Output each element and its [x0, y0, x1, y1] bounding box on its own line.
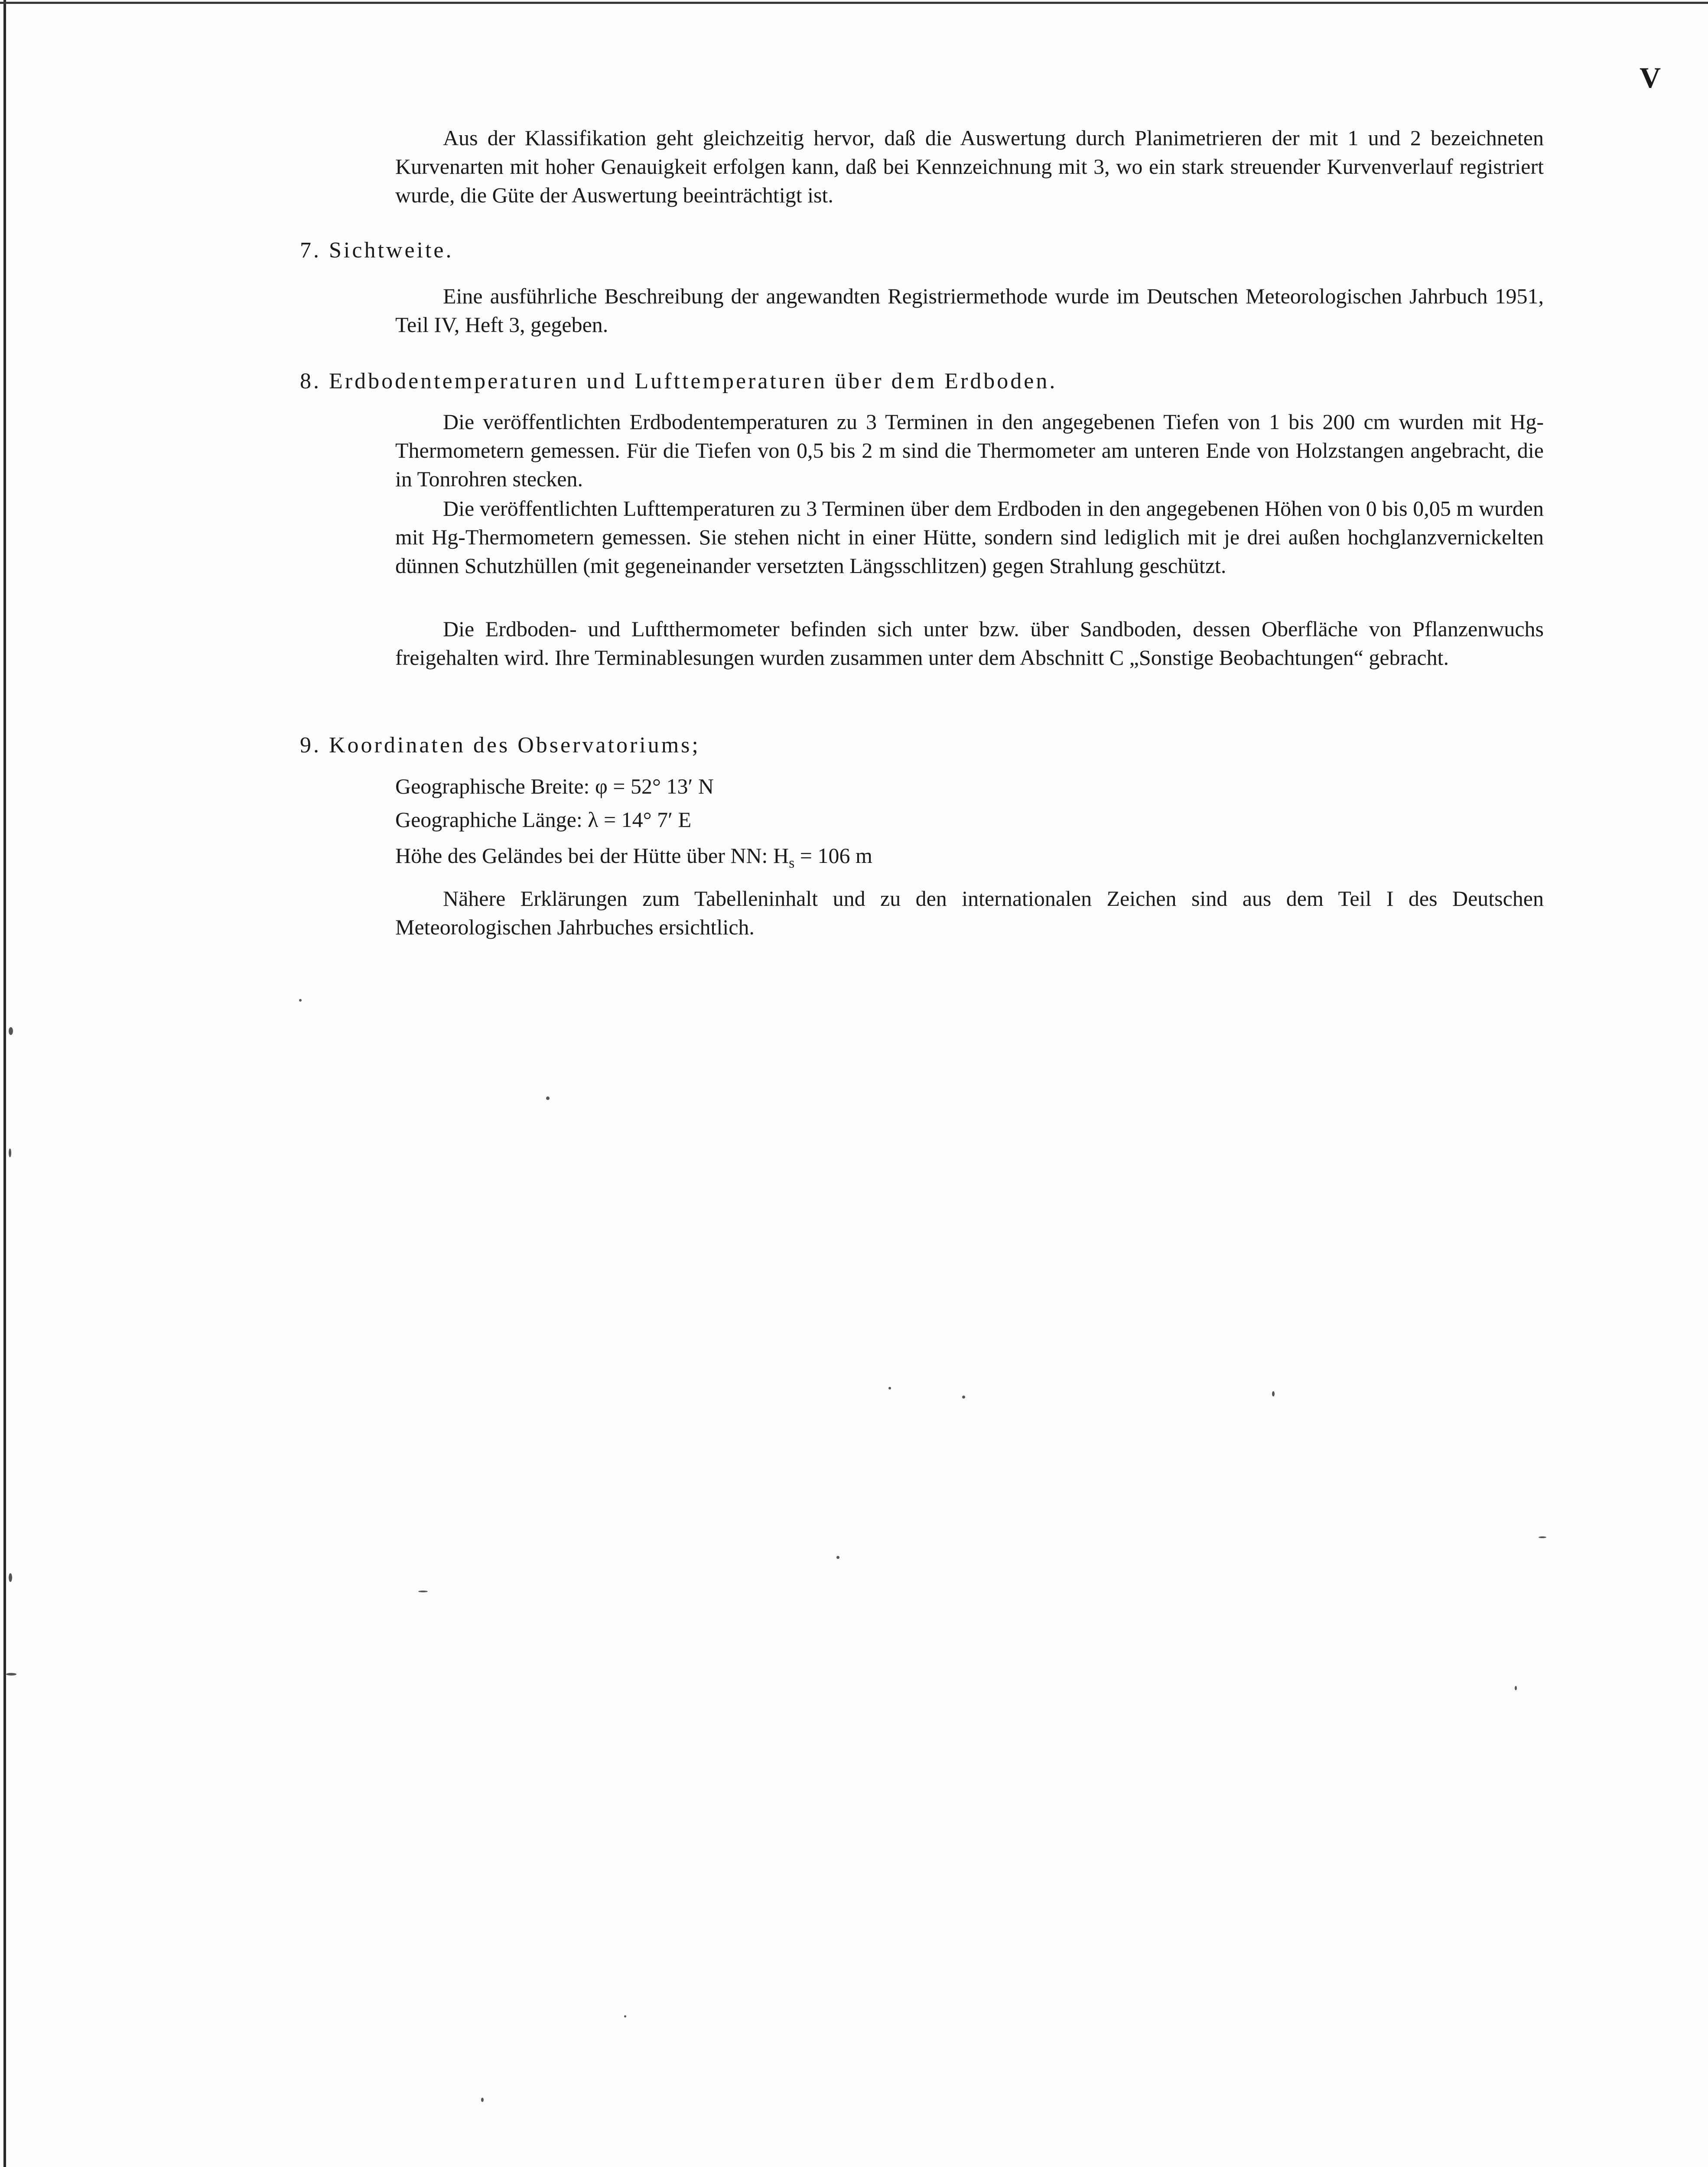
scan-speck: [962, 1396, 965, 1399]
section-8-paragraph-1: [395, 407, 1544, 493]
section-8-paragraph-2-text: Die veröffentlichten Lufttemperaturen zu 3 Terminen über dem Erdboden in den angegebenen Höhen von 0 bis 0,05 m wurden mit Hg-Thermometern gemessen. Sie stehen nicht in einer Hütte, sondern sind lediglich mit je drei außen hochglanzvernickelten dünnen Schutzhüllen (mit gegeneinander versetzten Längsschlitzen) gegen Strahlung geschützt.: [395, 496, 1544, 578]
scan-speck: [9, 1149, 11, 1157]
scan-speck: [481, 2098, 484, 2102]
scan-speck: [1272, 1391, 1275, 1396]
scan-speck: [1515, 1686, 1517, 1690]
section-8-paragraph-3-text: Die Erdboden- und Luftthermometer befinden sich unter bzw. über Sandboden, dessen Oberfläche von Pflanzenwuchs freigehalten wird. Ihre Terminablesungen wurden zusammen unter dem Abschnitt C „Sonstige Beobachtungen“ gebracht.: [395, 617, 1544, 670]
section-9-paragraph-text: Nähere Erklärungen zum Tabelleninhalt und zu den internationalen Zeichen sind aus dem Teil I des Deutschen Meteorologischen Jahrbuches ersichtlich.: [395, 886, 1544, 939]
scan-border-top: [0, 2, 1708, 4]
latitude-line: Geographische Breite: φ = 52° 13′ N: [395, 774, 714, 798]
scan-border-left: [3, 0, 6, 2167]
intro-paragraph-text: Aus der Klassifikation geht gleichzeitig hervor, daß die Auswertung durch Planimetrieren der mit 1 und 2 bezeichneten Kurvenarten mit hoher Genauigkeit erfolgen kann, daß bei Kennzeichnung mit 3, wo ein stark streuender Kurvenverlauf registriert wurde, die Güte der Auswertung beeinträchtigt ist.: [395, 126, 1544, 207]
scan-speck: [888, 1387, 891, 1389]
scan-speck: [836, 1556, 839, 1559]
scan-speck: [546, 1097, 550, 1100]
scan-speck: [1539, 1536, 1546, 1538]
scan-speck: [9, 1573, 12, 1582]
elevation-suffix: = 106 m: [794, 843, 872, 868]
section-7-paragraph-text: Eine ausführliche Beschreibung der angewandten Registriermethode wurde im Deutschen Meteorologischen Jahrbuch 1951, Teil IV, Heft 3, gegeben.: [395, 284, 1544, 337]
elevation-line: [395, 843, 872, 872]
section-9-heading: 9. Koordinaten des Observatoriums;: [300, 733, 700, 758]
section-8-paragraph-1-text: Die veröffentlichten Erdbodentemperaturen zu 3 Terminen in den angegebenen Tiefen von 1 bis 200 cm wurden mit Hg-Thermometern gemessen. Für die Tiefen von 0,5 bis 2 m sind die Thermometer am unteren Ende von Holzstangen angebracht, die in Tonrohren stecken.: [395, 410, 1544, 491]
page-number: V: [1640, 61, 1662, 94]
section-8-paragraph-2: [395, 494, 1544, 580]
section-8-heading: 8. Erdbodentemperaturen und Lufttemperaturen über dem Erdboden.: [300, 369, 1057, 394]
section-9-paragraph: [395, 884, 1544, 941]
intro-paragraph: [395, 124, 1544, 209]
scan-speck: [9, 1027, 13, 1035]
scan-speck: [418, 1591, 428, 1592]
section-7-heading: 7. Sichtweite.: [300, 238, 454, 263]
scan-speck: [624, 2015, 626, 2017]
section-8-paragraph-3: [395, 615, 1544, 672]
scan-speck: [6, 1673, 16, 1676]
scan-speck: [299, 999, 302, 1002]
longitude-line: Geographiche Länge: λ = 14° 7′ E: [395, 807, 692, 832]
elevation-prefix: Höhe des Geländes bei der Hütte über NN: H: [395, 843, 789, 868]
section-7-paragraph: [395, 282, 1544, 339]
elevation-subscript: s: [789, 855, 795, 871]
